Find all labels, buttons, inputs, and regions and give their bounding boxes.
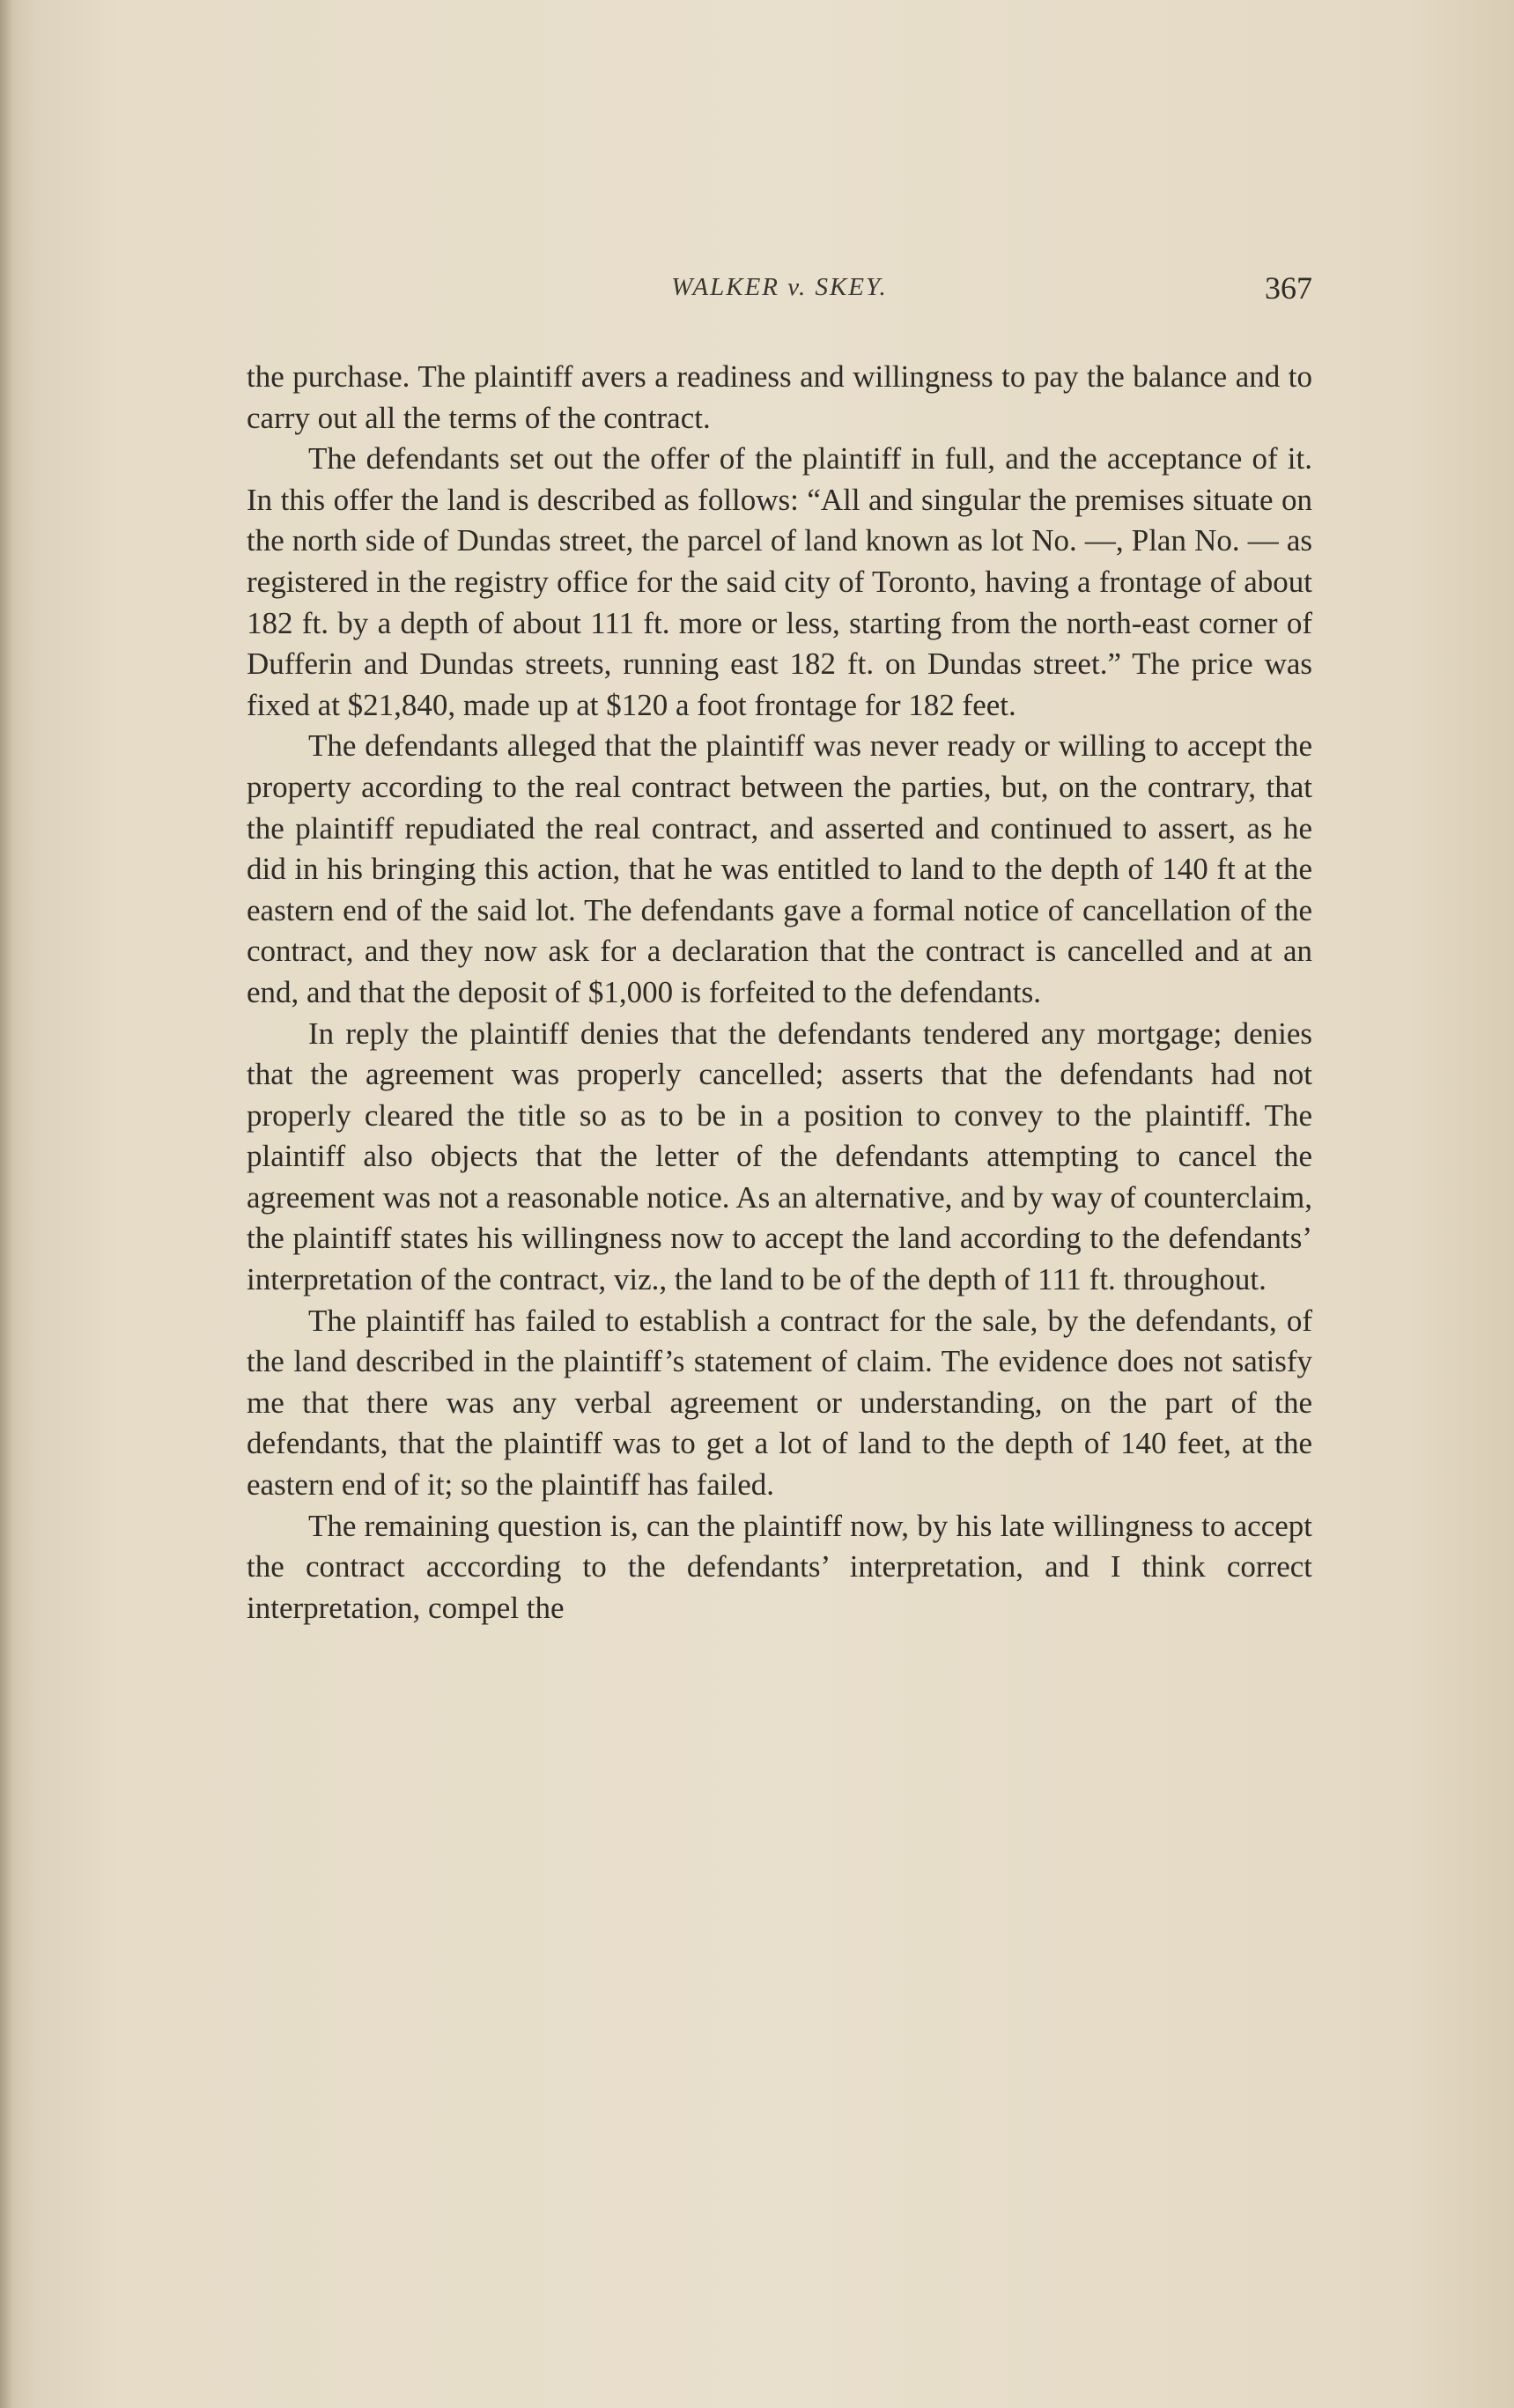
paragraph: the purchase. The plaintiff avers a readiness and willingness to pay the balance and to carry out all the terms of the contract.: [247, 359, 1312, 435]
paragraph: The defendants alleged that the plaintiff was never ready or willing to accept the property according to the real contract between the parties, but, on the contrary, that the plaintiff repudiated the real contract, and asserted and continued to assert, as he did in his bringing this action, that he was entitled to land to the depth of 140 ft at the eastern end of the said lot. The defendants gave a formal notice of cancellation of the contract, and they now ask for a declaration that the contract is cancelled and at an end, and that the deposit of $1,000 is forfeited to the defendants.: [247, 728, 1312, 1009]
paragraph: The defendants set out the offer of the plaintiff in full, and the acceptance of it. In this offer the land is described as follows: “All and singular the premises situate on the north side of Dundas street, the parcel of land known as lot No. —, Plan No. — as registered in the registry office for the said city of Toronto, having a frontage of about 182 ft. by a depth of about 111 ft. more or less, starting from the north-east corner of Dufferin and Dundas streets, running east 182 ft. on Dundas street.” The price was fixed at $21,840, made up at $120 a foot frontage for 182 feet.: [247, 441, 1312, 722]
page-header: [247, 270, 1312, 326]
body-text: [247, 357, 1312, 1629]
running-title: WALKER v. SKEY.: [671, 273, 888, 301]
paragraph: The plaintiff has failed to establish a contract for the sale, by the defendants, of the land described in the plaintiff’s statement of claim. The evidence does not satisfy me that there was any verbal agreement or understanding, on the part of the defendants, that the plaintiff was to get a lot of land to the depth of 140 feet, at the eastern end of it; so the plaintiff has failed.: [247, 1303, 1312, 1503]
page-binding-edge: [0, 0, 12, 2408]
paragraph: The remaining question is, can the plaintiff now, by his late willingness to accept the contract acccording to the defendants’ interpretation, and I think correct interpretation, compel the: [247, 1508, 1312, 1625]
page-number: 367: [1265, 270, 1312, 306]
paragraph: In reply the plaintiff denies that the defendants tendered any mortgage; denies that the agreement was properly cancelled; asserts that the defendants had not properly cleared the title so as to be in a position to convey to the plaintiff. The plaintiff also objects that the letter of the defendants attempting to cancel the agreement was not a reasonable notice. As an alternative, and by way of counterclaim, the plaintiff states his willingness now to accept the land according to the defendants’ interpretation of the contract, viz., the land to be of the depth of 111 ft. throughout.: [247, 1016, 1312, 1297]
